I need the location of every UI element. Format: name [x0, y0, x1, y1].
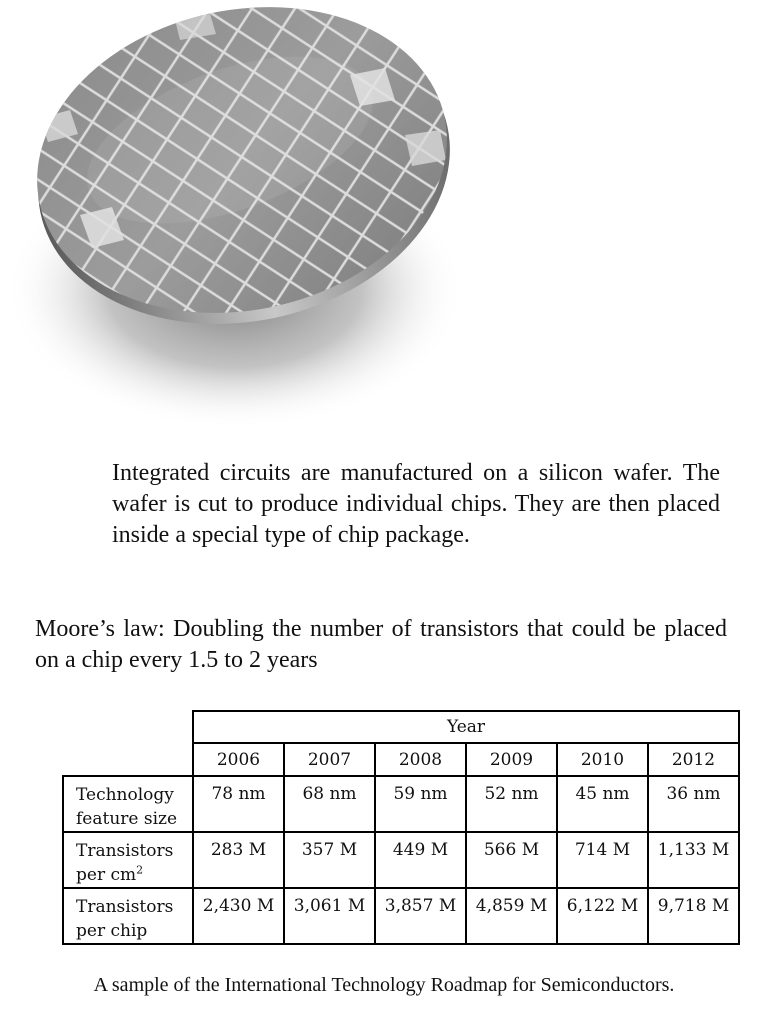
table-cell: 59 nm — [375, 776, 466, 832]
table-cell: 3,061 M — [284, 888, 375, 944]
technology-roadmap-table — [62, 710, 740, 945]
table-cell: 2,430 M — [193, 888, 284, 944]
table-caption: A sample of the International Technology Roadmap for Semiconductors. — [93, 974, 675, 996]
year-header: Year — [193, 711, 739, 743]
table-cell: 449 M — [375, 832, 466, 888]
table-cell: 78 nm — [193, 776, 284, 832]
year-cell: 2006 — [193, 743, 284, 776]
table-cell: 45 nm — [557, 776, 648, 832]
row-label-line1: Technology — [76, 785, 174, 805]
row-label — [63, 888, 193, 944]
table-cell: 9,718 M — [648, 888, 739, 944]
row-label-line2: feature size — [76, 809, 178, 829]
row-label-line2: per chip — [76, 921, 148, 941]
table-cell: 283 M — [193, 832, 284, 888]
year-cell: 2008 — [375, 743, 466, 776]
year-cell: 2007 — [284, 743, 375, 776]
table-row — [63, 888, 739, 944]
table-cell: 357 M — [284, 832, 375, 888]
years-row — [63, 743, 739, 776]
blank-corner — [63, 711, 193, 743]
table-cell: 36 nm — [648, 776, 739, 832]
table-cell: 566 M — [466, 832, 557, 888]
row-label-line2: per cm — [76, 865, 137, 885]
table-row — [63, 776, 739, 832]
row-label-sup: 2 — [136, 863, 144, 877]
wafer-description: Integrated circuits are manufactured on a silicon wafer. The wafer is cut to produce individual chips. They are then placed inside a special type of chip package. — [112, 460, 720, 548]
year-cell: 2009 — [466, 743, 557, 776]
year-cell: 2010 — [557, 743, 648, 776]
table-cell: 68 nm — [284, 776, 375, 832]
table-cell: 1,133 M — [648, 832, 739, 888]
blank-corner — [63, 743, 193, 776]
year-header-row — [63, 711, 739, 743]
table-cell: 714 M — [557, 832, 648, 888]
year-cell: 2012 — [648, 743, 739, 776]
row-label-line1: Transistors — [76, 897, 174, 917]
table-cell: 6,122 M — [557, 888, 648, 944]
moores-law-statement: Moore’s law: Doubling the number of transistors that could be placed on a chip every 1.5 to 2 years — [35, 616, 727, 673]
row-label — [63, 832, 193, 888]
table-cell: 3,857 M — [375, 888, 466, 944]
table-cell: 4,859 M — [466, 888, 557, 944]
table-cell: 52 nm — [466, 776, 557, 832]
row-label — [63, 776, 193, 832]
silicon-wafer-illustration — [0, 0, 480, 440]
row-label-line1: Transistors — [76, 841, 174, 861]
table-row — [63, 832, 739, 888]
